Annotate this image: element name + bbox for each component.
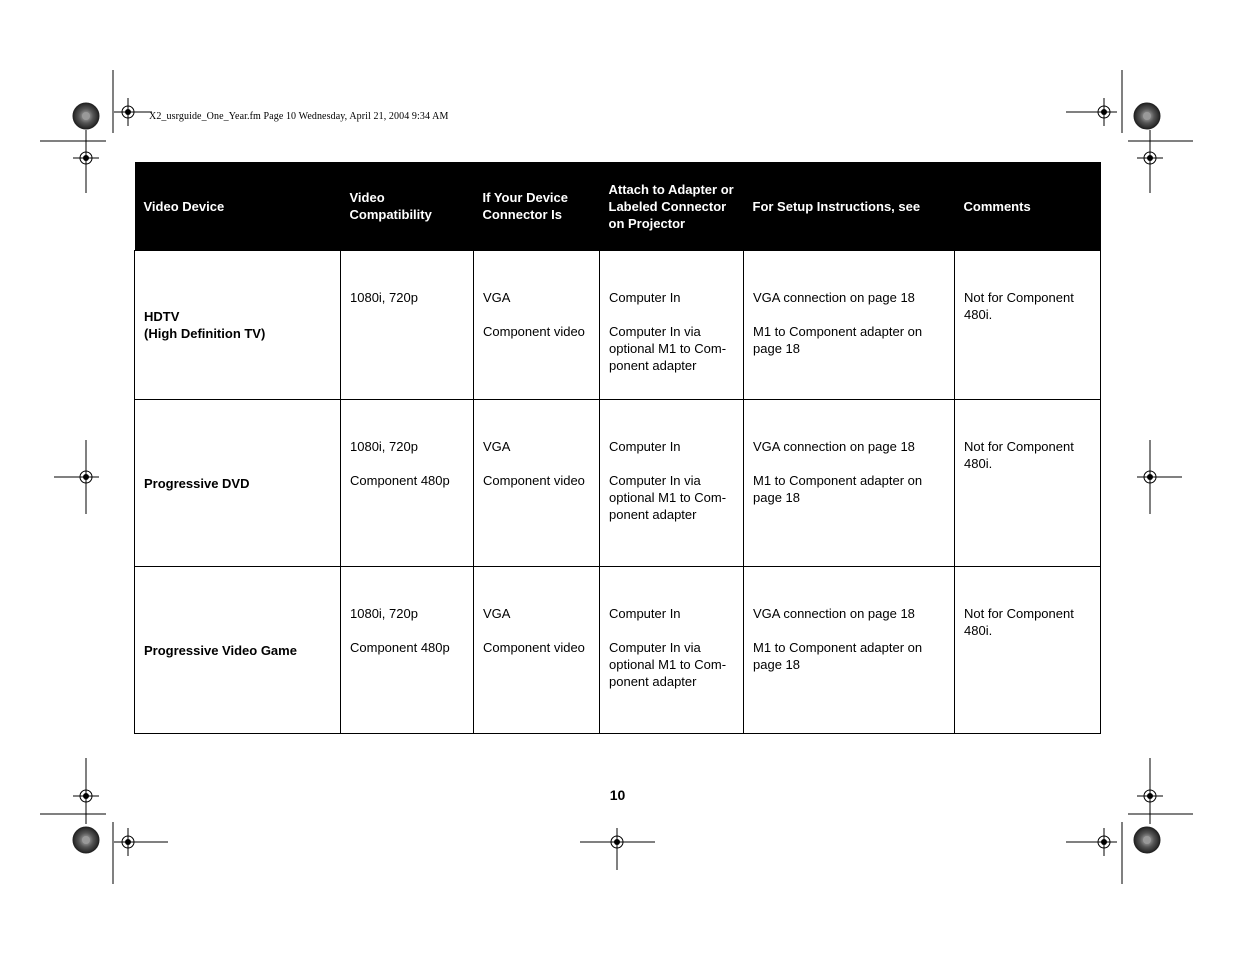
table-row	[135, 400, 1101, 567]
connector-value: VGA	[483, 290, 511, 305]
device-cell	[135, 567, 341, 734]
connector-cell	[474, 251, 600, 400]
header-video-device: Video Device	[135, 162, 341, 251]
connector-cell	[474, 567, 600, 734]
device-name: Progressive Video Game	[144, 642, 297, 658]
device-subtitle: (High Definition TV)	[144, 326, 266, 341]
compatibility-cell	[341, 251, 474, 400]
device-name: Progressive DVD	[144, 475, 250, 491]
header-device-connector: If Your Device Connector Is	[474, 162, 600, 251]
device-cell	[135, 400, 341, 567]
setup-value: VGA connection on page 18	[753, 290, 915, 305]
attach-value: Computer In via optional M1 to Com-ponent adapter	[609, 473, 727, 522]
connector-value: Component video	[483, 473, 585, 488]
comments-cell	[955, 400, 1101, 567]
attach-value: Computer In	[609, 290, 681, 305]
compatibility-value: Component 480p	[350, 640, 450, 655]
header-comments: Comments	[955, 162, 1101, 251]
setup-value: M1 to Component adapter on page 18	[753, 473, 923, 505]
compatibility-cell	[341, 567, 474, 734]
header-video-compatibility: Video Compatibility	[341, 162, 474, 251]
compatibility-value: 1080i, 720p	[350, 606, 418, 621]
device-name: HDTV	[144, 309, 180, 324]
setup-value: VGA connection on page 18	[753, 439, 915, 454]
table-row	[135, 251, 1101, 400]
comments-cell	[955, 251, 1101, 400]
setup-cell	[744, 400, 955, 567]
compatibility-value: Component 480p	[350, 473, 450, 488]
print-header: X2_usrguide_One_Year.fm Page 10 Wednesday, April 21, 2004 9:34 AM	[149, 111, 449, 122]
table-header-row	[135, 162, 1101, 251]
attach-value: Computer In	[609, 439, 681, 454]
connector-value: VGA	[483, 606, 511, 621]
compatibility-value: 1080i, 720p	[350, 290, 418, 305]
comments-value: Not for Component 480i.	[964, 290, 1074, 322]
setup-value: M1 to Component adapter on page 18	[753, 324, 923, 356]
connector-value: VGA	[483, 439, 511, 454]
setup-cell	[744, 251, 955, 400]
attach-value: Computer In via optional M1 to Com-ponent adapter	[609, 324, 727, 373]
header-attach-connector: Attach to Adapter or Labeled Connector on Projector	[600, 162, 744, 251]
attach-value: Computer In	[609, 606, 681, 621]
setup-value: M1 to Component adapter on page 18	[753, 640, 923, 672]
video-device-table	[134, 162, 1101, 734]
comments-value: Not for Component 480i.	[964, 606, 1074, 638]
attach-cell	[600, 567, 744, 734]
table-row	[135, 567, 1101, 734]
attach-value: Computer In via optional M1 to Com-ponent adapter	[609, 640, 727, 689]
comments-value: Not for Component 480i.	[964, 439, 1074, 471]
page-number: 10	[609, 787, 626, 803]
connector-value: Component video	[483, 640, 585, 655]
connector-cell	[474, 400, 600, 567]
setup-value: VGA connection on page 18	[753, 606, 915, 621]
connector-value: Component video	[483, 324, 585, 339]
comments-cell	[955, 567, 1101, 734]
header-setup-instructions: For Setup Instructions, see	[744, 162, 955, 251]
device-cell	[135, 251, 341, 400]
attach-cell	[600, 251, 744, 400]
compatibility-cell	[341, 400, 474, 567]
compatibility-value: 1080i, 720p	[350, 439, 418, 454]
setup-cell	[744, 567, 955, 734]
attach-cell	[600, 400, 744, 567]
